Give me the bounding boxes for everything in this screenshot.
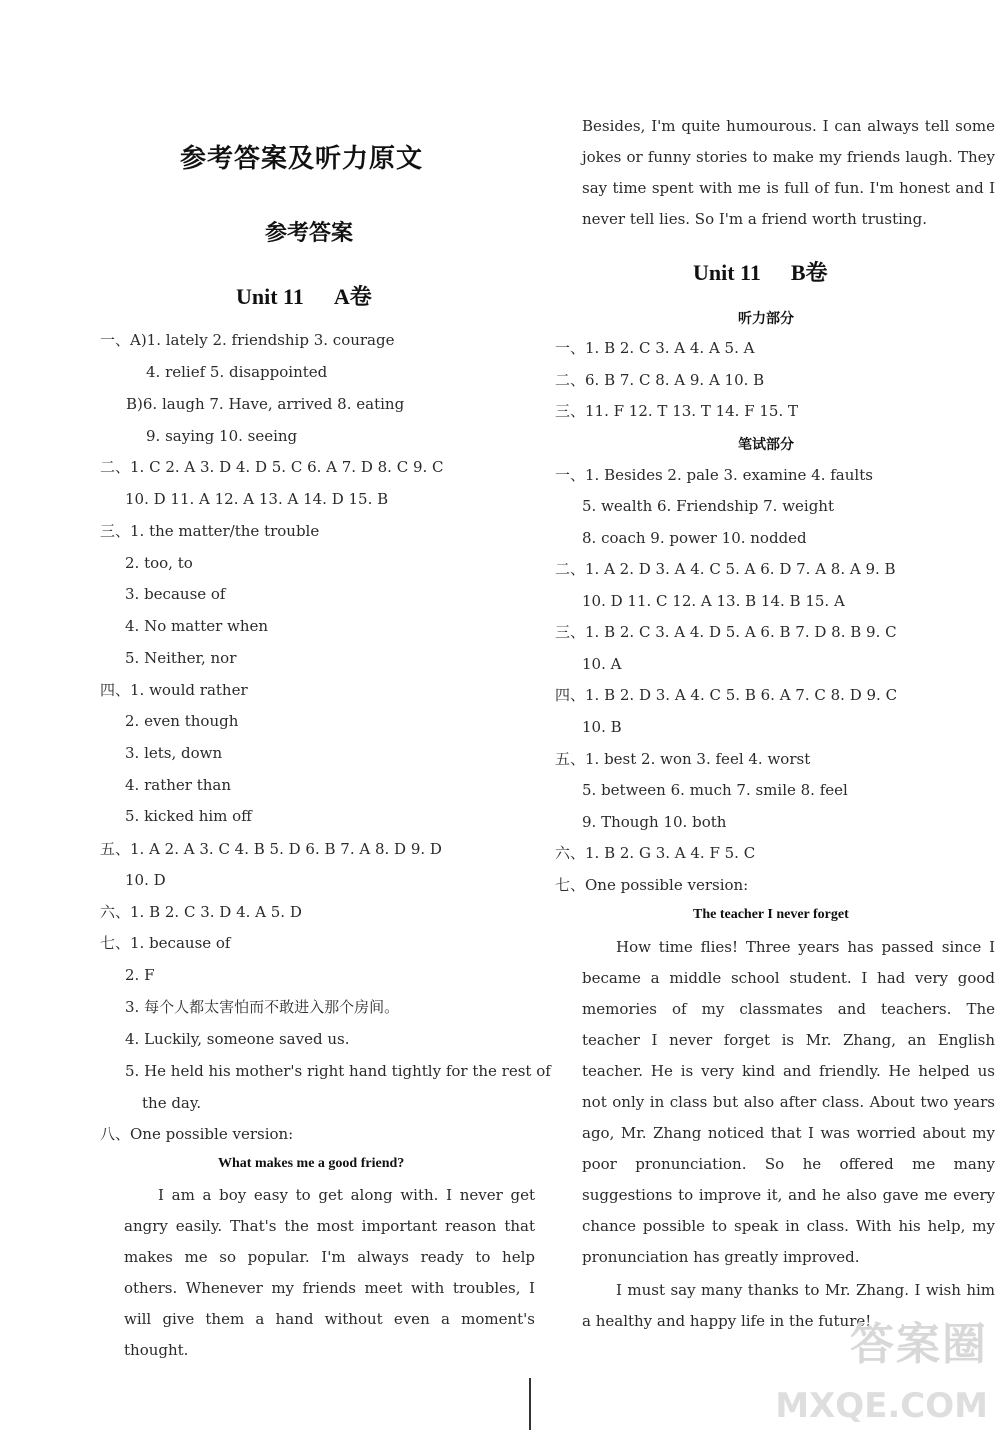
answer-line: 10. A	[582, 655, 622, 673]
unit-a-label: Unit 11	[236, 284, 304, 309]
answer-line: 3. because of	[125, 585, 226, 603]
answer-line: 10. B	[582, 718, 622, 736]
unit-b-paper: B卷	[790, 260, 828, 285]
answer-line: 二、6. B 7. C 8. A 9. A 10. B	[555, 371, 765, 389]
answer-line: 六、1. B 2. C 3. D 4. A 5. D	[100, 903, 302, 921]
answer-line: 9. Though 10. both	[582, 813, 727, 831]
watermark	[692, 1308, 992, 1428]
answer-line: 三、1. the matter/the trouble	[100, 522, 320, 540]
essay-a-continued: Besides, I'm quite humourous. I can always tell some jokes or funny stories to make my friends laugh. They say time spent with me is full of fun. I'm honest and I never tell lies. So I'm a friend worth trusting.	[582, 117, 995, 228]
answer-line: 4. No matter when	[125, 617, 269, 635]
answer-line: B)6. laugh 7. Have, arrived 8. eating	[126, 395, 405, 413]
answer-line: 六、1. B 2. G 3. A 4. F 5. C	[555, 844, 756, 862]
answer-line: 八、One possible version:	[100, 1125, 294, 1143]
answer-line: 二、1. A 2. D 3. A 4. C 5. A 6. D 7. A 8. A 9. B	[555, 560, 896, 578]
answer-line: 一、1. B 2. C 3. A 4. A 5. A	[555, 339, 755, 357]
answer-line: 二、1. C 2. A 3. D 4. D 5. C 6. A 7. D 8. C 9. C	[100, 458, 444, 476]
essay-a-body: I am a boy easy to get along with. I never get angry easily. That's the most important reason that makes me so popular. I'm always ready to help others. Whenever my friends meet with troubles, I will give them a hand without even a moment's thought.	[124, 1186, 535, 1359]
unit-b-heading	[693, 256, 828, 287]
essay-a-title: What makes me a good friend?	[218, 1156, 405, 1171]
watermark-url: MXQE.COM	[775, 1386, 988, 1426]
answer-line: 一、1. Besides 2. pale 3. examine 4. faults	[555, 466, 873, 484]
answer-line: 10. D	[125, 871, 166, 889]
essay-b-paragraph-2: I must say many thanks to Mr. Zhang. I wish him a healthy and happy life in the future!	[582, 1281, 995, 1330]
answer-line: 5. between 6. much 7. smile 8. feel	[582, 781, 848, 799]
unit-a-paper: A卷	[333, 284, 372, 309]
answer-line: 2. F	[125, 966, 155, 984]
answer-line: 五、1. best 2. won 3. feel 4. worst	[555, 750, 811, 768]
answer-line: 4. Luckily, someone saved us.	[125, 1030, 350, 1048]
answer-line: 三、11. F 12. T 13. T 14. F 15. T	[555, 402, 799, 420]
page-title: 参考答案及听力原文	[180, 144, 424, 174]
answer-line: 3. 每个人都太害怕而不敢进入那个房间。	[125, 998, 400, 1016]
answer-line: 四、1. would rather	[100, 681, 248, 699]
answer-line: 2. even though	[125, 712, 239, 730]
answer-line: 10. D 11. C 12. A 13. B 14. B 15. A	[582, 592, 845, 610]
answer-line: 五、1. A 2. A 3. C 4. B 5. D 6. B 7. A 8. D 9. D	[100, 840, 442, 858]
essay-b-paragraph-1: How time flies! Three years has passed since I became a middle school student. I had very good memories of my classmates and teachers. The teacher I never forget is Mr. Zhang, an English teacher. He is very kind and friendly. He helped us not only in class but also after class. About two years ago, Mr. Zhang noticed that I was worried about my poor pronunciation. So he offered me many suggestions to improve it, and he also gave me every chance possible to speak in class. With his help, my pronunciation has greatly improved.	[582, 938, 995, 1266]
answer-line: the day.	[142, 1094, 202, 1112]
essay-b-title: The teacher I never forget	[693, 907, 849, 922]
listening-section-title: 听力部分	[738, 311, 794, 327]
answer-line: 一、A)1. lately 2. friendship 3. courage	[100, 331, 395, 349]
gutter-mark	[529, 1378, 531, 1430]
watermark-logo: 答案圈	[850, 1319, 988, 1370]
answer-line: 4. rather than	[125, 776, 231, 794]
answer-line: 3. lets, down	[125, 744, 223, 762]
answer-line: 10. D 11. A 12. A 13. A 14. D 15. B	[125, 490, 389, 508]
answer-line: 5. Neither, nor	[125, 649, 237, 667]
answer-line: 三、1. B 2. C 3. A 4. D 5. A 6. B 7. D 8. B 9. C	[555, 623, 897, 641]
answer-line: 七、1. because of	[100, 934, 231, 952]
answer-line: 4. relief 5. disappointed	[146, 363, 328, 381]
unit-a-heading	[236, 280, 372, 311]
answer-line: 5. He held his mother's right hand tightly for the rest of	[125, 1062, 551, 1080]
answer-line: 9. saying 10. seeing	[146, 427, 298, 445]
answer-line: 2. too, to	[125, 554, 193, 572]
answer-line: 5. wealth 6. Friendship 7. weight	[582, 497, 834, 515]
written-section-title: 笔试部分	[738, 437, 794, 453]
answer-line: 5. kicked him off	[125, 807, 252, 825]
answer-line: 七、One possible version:	[555, 876, 749, 894]
answer-line: 四、1. B 2. D 3. A 4. C 5. B 6. A 7. C 8. D 9. C	[555, 686, 898, 704]
answer-line: 8. coach 9. power 10. nodded	[582, 529, 807, 547]
answers-title: 参考答案	[265, 221, 354, 246]
unit-b-label: Unit 11	[693, 260, 761, 285]
